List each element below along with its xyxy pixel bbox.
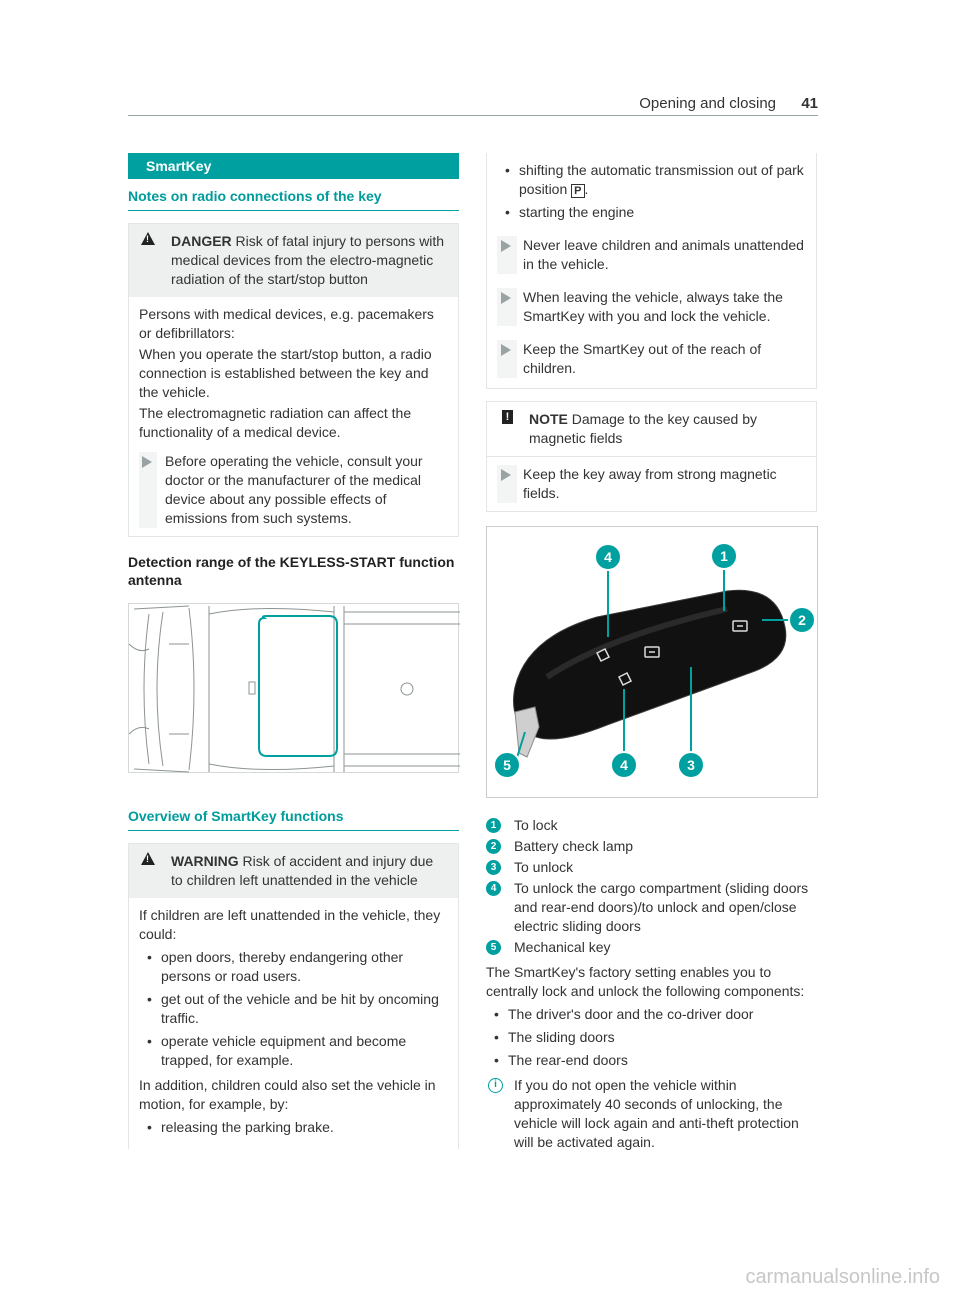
list-item: • operate vehicle equipment and become trapped, for example. <box>139 1032 448 1070</box>
right-column <box>486 153 817 1154</box>
number-badge: 5 <box>486 940 501 955</box>
factory-setting-paragraph: The SmartKey's factory setting enables you to centrally lock and unlock the following components: <box>486 964 805 999</box>
info-icon: i <box>488 1078 503 1093</box>
danger-header <box>129 224 458 297</box>
action-text: Never leave children and animals unattended in the vehicle. <box>523 237 804 272</box>
note-label: NOTE <box>529 411 568 427</box>
legend-item <box>486 816 817 835</box>
callout-label: 1 <box>720 548 728 564</box>
action-arrow-icon <box>142 456 152 468</box>
danger-label: DANGER <box>171 233 232 249</box>
number-badge: 1 <box>486 818 501 833</box>
action-arrow-icon <box>501 344 511 356</box>
action-item <box>497 340 806 378</box>
heading-radio-connections: Notes on radio connections of the key <box>128 183 459 211</box>
watermark: carmanualsonline.info <box>745 1266 940 1288</box>
continuation-bullet-list <box>497 161 806 222</box>
warning-bullet-list <box>139 1118 448 1137</box>
note-icon: ! <box>502 410 513 424</box>
list-item-text: shifting the automatic transmission out of park position <box>519 162 804 197</box>
list-item: • The rear-end doors <box>486 1051 817 1070</box>
danger-action <box>129 452 448 528</box>
action-item <box>497 236 806 274</box>
section-bar-smartkey: SmartKey <box>128 153 459 179</box>
legend-text: Battery check lamp <box>514 838 634 854</box>
warning-title: Risk of accident and injury due to children left unattended in the vehicle <box>171 853 434 888</box>
action-text: Keep the key away from strong magnetic fields. <box>523 466 777 501</box>
action-arrow-icon <box>501 240 511 252</box>
page-number: 41 <box>801 95 818 112</box>
action-arrow-icon <box>501 469 511 481</box>
note-action <box>497 465 806 503</box>
warning-triangle-icon <box>141 232 155 245</box>
antenna-range-figure <box>128 603 459 773</box>
note-title: Damage to the key caused by magnetic fields <box>529 411 757 446</box>
legend-item <box>486 837 817 856</box>
action-arrow-icon <box>501 292 511 304</box>
legend-item <box>486 879 817 936</box>
smartkey-illustration <box>487 527 817 797</box>
callout-label: 2 <box>798 612 806 628</box>
legend-item <box>486 938 817 957</box>
list-item: • releasing the parking brake. <box>139 1118 448 1137</box>
callout-1 <box>711 543 737 569</box>
heading-detection-range: Detection range of the KEYLESS-START function antenna <box>128 554 455 588</box>
note-body <box>487 457 816 511</box>
action-text: Keep the SmartKey out of the reach of children. <box>523 341 762 376</box>
danger-paragraph: Persons with medical devices, e.g. pacemakers or defibrillators: <box>139 306 434 341</box>
heading-overview-functions: Overview of SmartKey functions <box>128 803 459 831</box>
running-title: Opening and closing <box>639 95 776 112</box>
callout-label: 5 <box>503 757 511 773</box>
warning-paragraph: In addition, children could also set the vehicle in motion, for example, by: <box>139 1077 436 1112</box>
warning-continuation-box <box>486 153 817 389</box>
action-text: Before operating the vehicle, consult your doctor or the manufacturer of the medical device about any possible effects of emissions from such systems. <box>165 453 423 526</box>
park-position-icon: P <box>571 184 584 198</box>
list-item: • open doors, thereby endangering other persons or road users. <box>139 948 448 986</box>
info-text: If you do not open the vehicle within approximately 40 seconds of unlocking, the vehicle will lock again and anti-theft protection will be activated again. <box>514 1077 799 1150</box>
list-item: • The sliding doors <box>486 1028 817 1047</box>
left-column <box>128 153 459 1149</box>
callout-3 <box>678 752 704 778</box>
legend-text: To lock <box>514 817 558 833</box>
callout-label: 3 <box>687 757 695 773</box>
callout-2 <box>789 607 815 633</box>
action-text: When leaving the vehicle, always take the SmartKey with you and lock the vehicle. <box>523 289 783 324</box>
legend-text: Mechanical key <box>514 939 611 955</box>
danger-paragraph: When you operate the start/stop button, a radio connection is established between the key and the vehicle. <box>139 346 432 400</box>
number-badge: 4 <box>486 881 501 896</box>
danger-paragraph: The electromagnetic radiation can affect the functionality of a medical device. <box>139 405 412 440</box>
callout-4-bottom <box>611 752 637 778</box>
list-item: • shifting the automatic transmission out of park position P . <box>497 161 806 199</box>
warning-bullet-list <box>139 948 448 1070</box>
legend-item <box>486 858 817 877</box>
warning-paragraph: If children are left unattended in the vehicle, they could: <box>139 907 441 942</box>
warning-triangle-icon <box>141 852 155 865</box>
danger-title: Risk of fatal injury to persons with medical devices from the electro-magnetic radiation of the start/stop button <box>171 233 445 287</box>
vehicle-top-view-illustration <box>129 604 460 774</box>
note-header <box>487 402 816 457</box>
legend-list <box>486 816 817 957</box>
danger-body <box>129 297 458 536</box>
note-box <box>486 401 817 512</box>
components-list <box>486 1005 817 1070</box>
warning-header <box>129 844 458 898</box>
action-item <box>497 288 806 326</box>
callout-4-top <box>595 544 621 570</box>
number-badge: 3 <box>486 860 501 875</box>
callout-5 <box>494 752 520 778</box>
list-item: • starting the engine <box>497 203 806 222</box>
info-note <box>486 1076 817 1152</box>
smartkey-figure <box>486 526 818 798</box>
legend-text: To unlock the cargo compartment (sliding doors and rear-end doors)/to unlock and open/close electric sliding doors <box>514 880 809 934</box>
callout-label: 4 <box>620 757 628 773</box>
warning-label: WARNING <box>171 853 239 869</box>
legend-text: To unlock <box>514 859 574 875</box>
danger-box <box>128 223 459 537</box>
page-header <box>128 94 818 116</box>
warning-body <box>129 898 458 1149</box>
warning-box <box>128 843 459 1149</box>
list-item: • get out of the vehicle and be hit by oncoming traffic. <box>139 990 448 1028</box>
callout-label: 4 <box>604 549 612 565</box>
number-badge: 2 <box>486 839 501 854</box>
list-item: • The driver's door and the co-driver door <box>486 1005 817 1024</box>
